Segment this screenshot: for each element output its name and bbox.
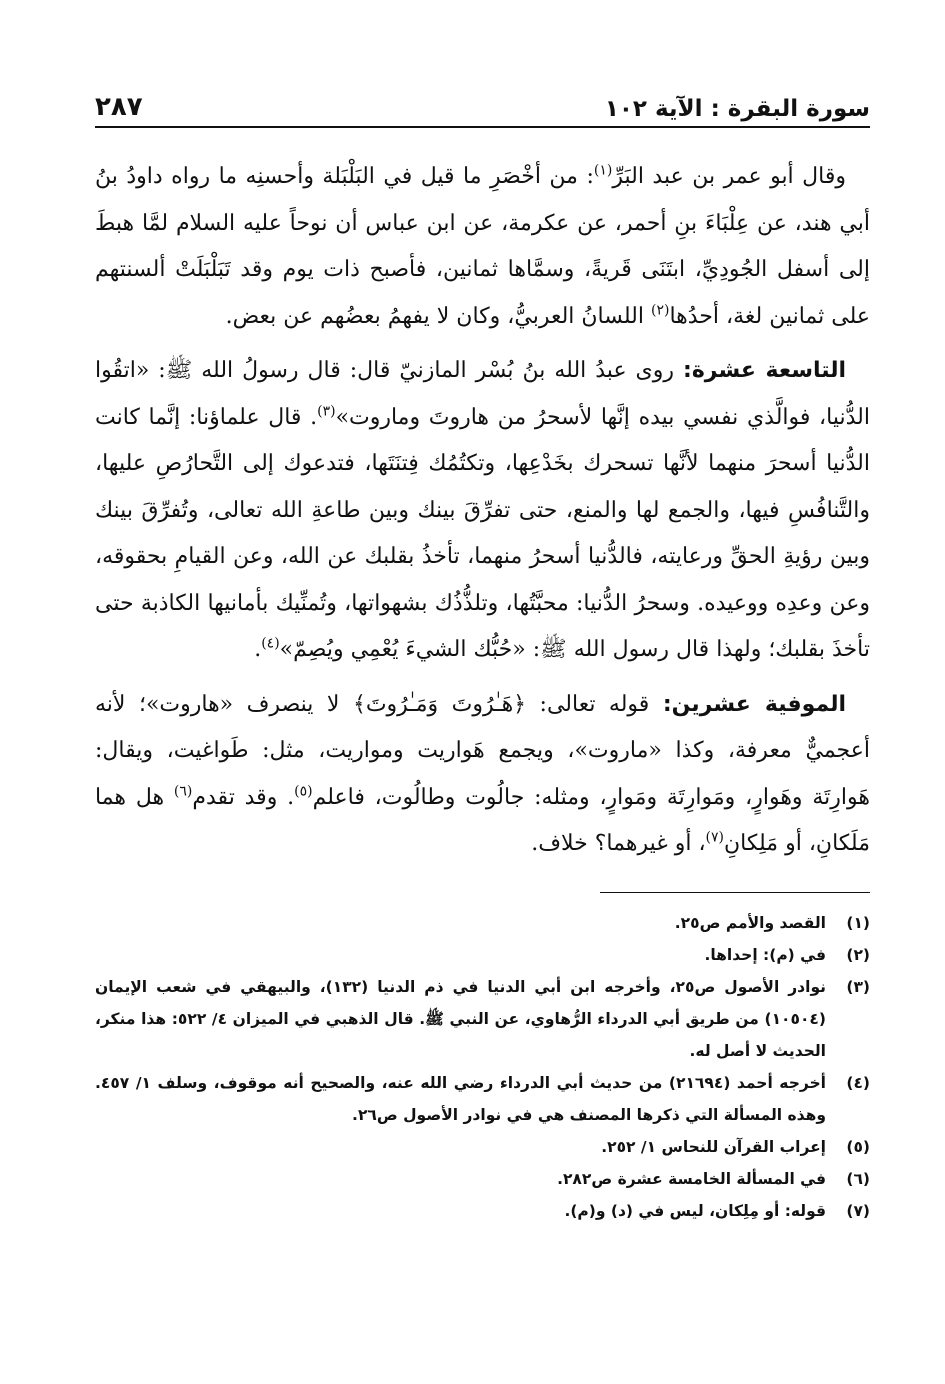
- text-segment: قوله تعالى: ﴿هَـٰرُوتَ وَمَـٰرُوتَ﴾ لا ينصرف «هاروت»؛ لأنه أعجميٌّ معرفة، وكذا «ماروت»، ويجمع هَواريت ومواريت، مثل: طَواغيت، ويقال: هَوارِتَة وهَوارٍ، ومَوارِتَة ومَوارٍ، ومثله: جالُوت وطالُوت، فاعلم: [95, 691, 870, 810]
- footnote-ref-5: (٥): [294, 783, 313, 800]
- footnote-6: [95, 1163, 870, 1195]
- text-segment: . وقد تقدم: [192, 784, 295, 810]
- footnote-4: [95, 1067, 870, 1131]
- footnote-ref-2: (٢): [650, 302, 670, 319]
- footnote-number: (٢): [846, 945, 870, 964]
- footnote-1: [95, 907, 870, 939]
- paragraph-nineteenth: [95, 348, 870, 674]
- footnote-number: (١): [846, 913, 870, 932]
- footnote-ref-7: (٧): [705, 829, 725, 846]
- footnote-number: (٤): [846, 1073, 870, 1092]
- footnote-7: [95, 1195, 870, 1227]
- footnote-2: [95, 939, 870, 971]
- footnote-number: (٦): [846, 1169, 870, 1188]
- text-segment: اللسانُ العربيُّ، وكان لا يفهمُ بعضُهم عن بعض.: [225, 303, 651, 329]
- text-segment: هل هما مَلَكانِ، أو مَلِكانِ: [95, 784, 870, 856]
- text-segment: : من أخْصَرِ ما قيل في البَلْبَلة وأحسنِه ما رواه داودُ بنُ أبي هند، عن عِلْبَاءَ بنِ أحمر، عن عكرمة، عن ابن عباس أن نوحاً عليه السلام لمَّا هبطَ إلى أسفل الجُودِيِّ، ابتَنَى قَريةً، وسمَّاها ثمانين، فأصبح ذات يوم وقد تَبَلْبَلَتْ ألسنتهم على ثمانين لغة، أحدُها: [95, 164, 870, 329]
- footnote-text: في المسألة الخامسة عشرة ص٢٨٢.: [557, 1169, 826, 1188]
- book-page: [95, 82, 870, 1227]
- text-segment: . قال علماؤنا: إنَّما كانت الدُّنيا أسحرَ منهما لأنَّها تسحرك بخَدْعِها، وتكتُمُك فِتنَتَها، فتدعوك إلى التَّحارُصِ عليها، والتَّنافُسِ فيها، والجمع لها والمنع، حتى تفرِّقَ بينك وبين طاعةِ الله تعالى، وتُفرِّقَ بينك وبين رؤيةِ الحقِّ ورعايته، فالدُّنيا أسحرُ منهما، تأخذُ بقلبك عن الله، وعن القيامِ بحقوقه، وعن وعدِه ووعيده. وسحرُ الدُّنيا: محبَّتُها، وتلذُّذُك بشهواتها، وتُمنِّيك بأمانيها الكاذبة حتى تأخذَ بقلبك؛ ولهذا قال رسول الله ﷺ: «حُبُّك الشيءَ يُعْمِي ويُصِمّ»: [95, 404, 870, 662]
- text-segment: روى عبدُ الله بنُ بُسْر المازنيّ قال: قال رسولُ الله ﷺ: «اتقُوا الدُّنيا، فوالَّذي نفسي بيده إنَّها لأسحرُ من هاروتَ وماروت»: [95, 358, 870, 430]
- page-number: ٢٨٧: [95, 92, 143, 122]
- text-segment: وقال أبو عمر بن عبد البَرِّ: [612, 164, 846, 189]
- paragraph-babel: [95, 154, 870, 340]
- footnote-text: إعراب القرآن للنحاس ١/ ٢٥٢.: [601, 1137, 826, 1156]
- footnote-text: نوادر الأصول ص٢٥، وأخرجه ابن أبي الدنيا في ذم الدنيا (١٣٢)، والبيهقي في شعب الإيمان (١٠٥٠٤) من طريق أبي الدرداء الرُّهاوي، عن النبي ﷺ. قال الذهبي في الميزان ٤/ ٥٢٢: هذا منكر، الحديث لا أصل له.: [95, 977, 826, 1060]
- footnote-ref-4: (٤): [261, 635, 280, 652]
- text-segment: .: [254, 637, 262, 662]
- footnote-ref-1: (١): [593, 162, 613, 179]
- issue-heading: التاسعة عشرة:: [683, 358, 846, 383]
- footnote-3: [95, 971, 870, 1067]
- running-title: سورة البقرة : الآية ١٠٢: [604, 96, 870, 122]
- text-segment: ، أو غيرهما؟ خلاف.: [531, 831, 706, 856]
- footnote-number: (٥): [846, 1137, 870, 1156]
- page-header: [95, 82, 870, 128]
- issue-heading: الموفية عشرين:: [662, 691, 846, 717]
- footnote-divider: [600, 892, 870, 893]
- footnote-number: (٣): [846, 977, 870, 996]
- footnote-text: أخرجه أحمد (٢١٦٩٤) من حديث أبي الدرداء رضي الله عنه، والصحيح أنه موقوف، وسلف ١/ ٤٥٧. وهذه المسألة التي ذكرها المصنف هي في نوادر الأصول ص٢٦.: [95, 1073, 826, 1124]
- footnote-ref-6: (٦): [173, 783, 193, 800]
- footnote-ref-3: (٣): [317, 403, 336, 420]
- footnote-text: في (م): إحداها.: [704, 945, 826, 964]
- footnote-text: قوله: أو مِلِكان، ليس في (د) و(م).: [564, 1201, 826, 1220]
- footnote-5: [95, 1131, 870, 1163]
- paragraph-twentieth: [95, 682, 870, 868]
- footnotes: [95, 907, 870, 1227]
- footnote-text: القصد والأمم ص٢٥.: [674, 913, 826, 932]
- main-text: [95, 154, 870, 868]
- footnote-number: (٧): [846, 1201, 870, 1220]
